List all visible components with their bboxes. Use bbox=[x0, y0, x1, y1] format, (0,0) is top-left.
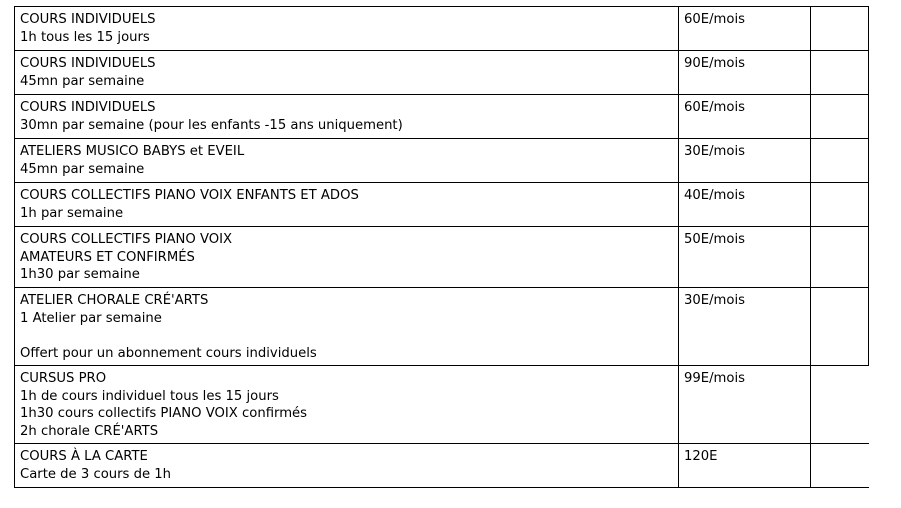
course-description bbox=[15, 227, 679, 288]
course-title: CURSUS PRO bbox=[20, 371, 107, 386]
course-detail: 1h par semaine bbox=[20, 205, 124, 221]
course-price: 120E bbox=[679, 444, 811, 488]
course-description bbox=[15, 139, 679, 183]
course-title: COURS À LA CARTE bbox=[20, 449, 148, 464]
course-detail: 1h30 cours collectifs PIANO VOIX confirmés bbox=[20, 406, 308, 421]
course-description bbox=[15, 7, 679, 51]
empty-cell bbox=[811, 227, 869, 288]
course-description bbox=[15, 288, 679, 366]
course-title: COURS INDIVIDUELS bbox=[20, 100, 156, 115]
course-price: 90E/mois bbox=[679, 51, 811, 95]
table-row bbox=[15, 366, 869, 444]
table-row bbox=[15, 183, 869, 227]
course-title: COURS INDIVIDUELS bbox=[20, 12, 156, 27]
course-note: Offert pour un abonnement cours individuels bbox=[20, 345, 317, 361]
course-detail: 1h30 par semaine bbox=[20, 267, 140, 282]
table-row bbox=[15, 95, 869, 139]
course-title: COURS COLLECTIFS PIANO VOIX bbox=[20, 232, 233, 247]
course-detail: 45mn par semaine bbox=[20, 73, 145, 89]
course-detail: 1 Atelier par semaine bbox=[20, 310, 162, 326]
table-row bbox=[15, 139, 869, 183]
table-row bbox=[15, 7, 869, 51]
course-detail: AMATEURS ET CONFIRMÉS bbox=[20, 249, 195, 265]
course-description bbox=[15, 95, 679, 139]
course-description bbox=[15, 444, 679, 488]
course-description bbox=[15, 51, 679, 95]
course-title: ATELIERS MUSICO BABYS et EVEIL bbox=[20, 144, 245, 159]
table-row bbox=[15, 288, 869, 366]
empty-cell bbox=[811, 95, 869, 139]
empty-cell bbox=[811, 288, 869, 366]
course-price: 40E/mois bbox=[679, 183, 811, 227]
course-price: 60E/mois bbox=[679, 95, 811, 139]
empty-cell bbox=[811, 444, 869, 488]
course-price: 50E/mois bbox=[679, 227, 811, 288]
empty-cell bbox=[811, 7, 869, 51]
course-description bbox=[15, 366, 679, 444]
course-detail: 45mn par semaine bbox=[20, 161, 145, 177]
empty-cell bbox=[811, 183, 869, 227]
course-detail: 30mn par semaine (pour les enfants -15 ans uniquement) bbox=[20, 117, 403, 133]
course-price: 99E/mois bbox=[679, 366, 811, 444]
empty-cell bbox=[811, 51, 869, 95]
course-price: 30E/mois bbox=[679, 288, 811, 366]
course-detail: 1h de cours individuel tous les 15 jours bbox=[20, 388, 279, 404]
course-description bbox=[15, 183, 679, 227]
empty-cell bbox=[811, 139, 869, 183]
pricing-table bbox=[14, 6, 869, 488]
course-price: 60E/mois bbox=[679, 7, 811, 51]
table-row bbox=[15, 227, 869, 288]
course-detail: 2h chorale CRÉ'ARTS bbox=[20, 423, 159, 439]
course-title: ATELIER CHORALE CRÉ'ARTS bbox=[20, 293, 209, 308]
course-title: COURS COLLECTIFS PIANO VOIX ENFANTS ET ADOS bbox=[20, 188, 359, 203]
course-detail: Carte de 3 cours de 1h bbox=[20, 466, 172, 482]
table-row bbox=[15, 444, 869, 488]
table-row bbox=[15, 51, 869, 95]
course-title: COURS INDIVIDUELS bbox=[20, 56, 156, 71]
course-detail: 1h tous les 15 jours bbox=[20, 29, 150, 45]
course-price: 30E/mois bbox=[679, 139, 811, 183]
spacer bbox=[20, 327, 673, 345]
empty-cell bbox=[811, 366, 869, 444]
